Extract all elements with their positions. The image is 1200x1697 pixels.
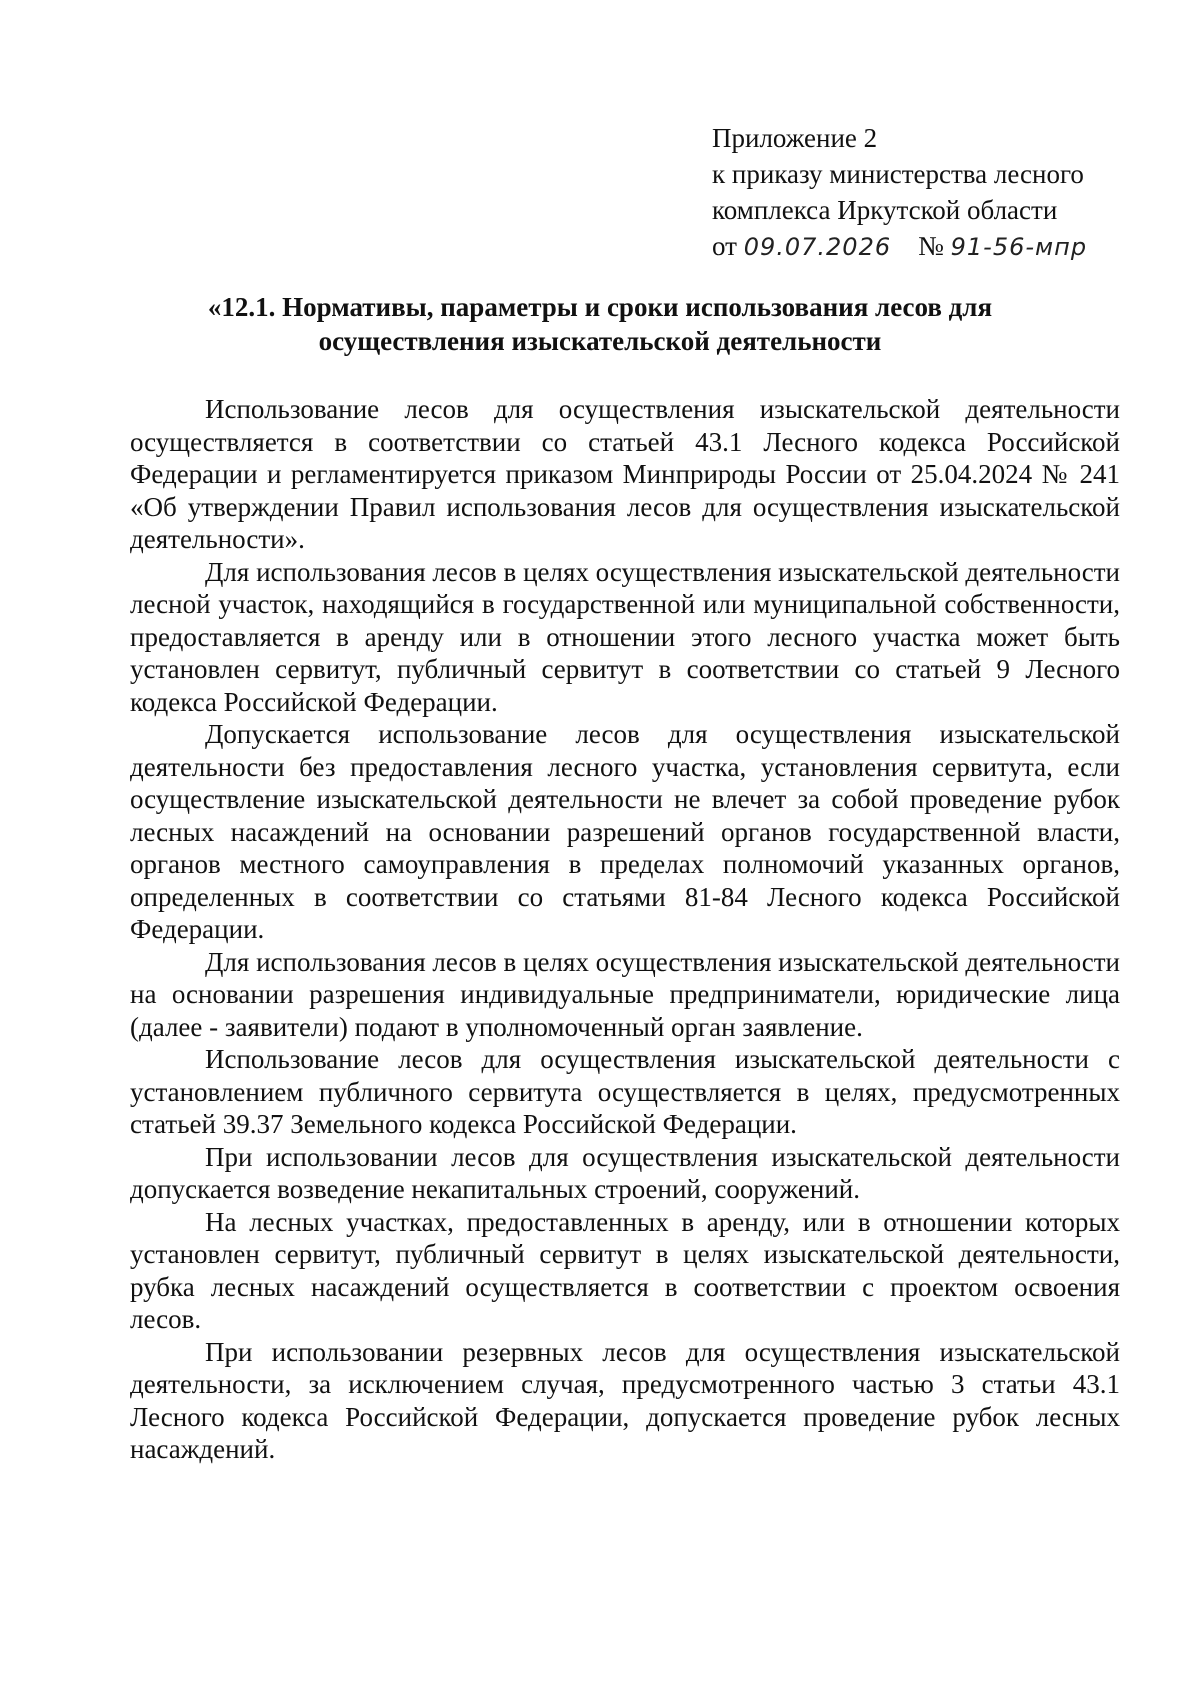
paragraph: Допускается использование лесов для осуществления изыскательской деятельности без предоставления лесного участка, установления сервитута, если осуществление изыскательской деятельности не влечет за собой проведение рубок лесных насаждений на основании разрешений органов государственной власти, органов местного самоуправления в пределах полномочий указанных органов, определенных в соответствии со статьями 81-84 Лесного кодекса Российской Федерации.: [130, 719, 1120, 944]
section-title-line-2: осуществления изыскательской деятельности: [318, 326, 882, 356]
paragraph: На лесных участках, предоставленных в аренду, или в отношении которых установлен сервитут, публичный сервитут в целях изыскательской деятельности, рубка лесных насаждений осуществляется в соответствии с проектом освоения лесов.: [130, 1206, 1120, 1334]
section-title-line-1: «12.1. Нормативы, параметры и сроки использования лесов для: [207, 292, 993, 322]
appendix-order-line: к приказу министерства лесного: [712, 159, 1084, 189]
paragraph: Для использования лесов в целях осуществления изыскательской деятельности на основании разрешения индивидуальные предприниматели, юридические лица (далее - заявители) подают в уполномоченный орган заявление.: [130, 946, 1120, 1042]
number-prefix: №: [918, 231, 944, 261]
document-body: [130, 393, 1120, 1466]
paragraph: При использовании резервных лесов для осуществления изыскательской деятельности, за исключением случая, предусмотренного частью 3 статьи 43.1 Лесного кодекса Российской Федерации, допускается проведение рубок лесных насаждений.: [130, 1336, 1120, 1464]
paragraph: При использовании лесов для осуществления изыскательской деятельности допускается возведение некапитальных строений, сооружений.: [130, 1141, 1120, 1204]
handwritten-date: 09.07.2026: [743, 233, 892, 261]
handwritten-number: 91-56-мпр: [950, 233, 1088, 261]
date-prefix: от: [712, 231, 737, 261]
appendix-title: Приложение 2: [712, 123, 878, 153]
appendix-ministry-line: комплекса Иркутской области: [712, 195, 1058, 225]
paragraph: Для использования лесов в целях осуществления изыскательской деятельности лесной участок, находящийся в государственной или муниципальной собственности, предоставляется в аренду или в отношении этого лесного участка может быть установлен сервитут, публичный сервитут в соответствии со статьей 9 Лесного кодекса Российской Федерации.: [130, 556, 1120, 717]
section-title: [130, 290, 1070, 358]
paragraph: Использование лесов для осуществления изыскательской деятельности осуществляется в соответствии со статьей 43.1 Лесного кодекса Российской Федерации и регламентируется приказом Минприроды России от 25.04.2024 № 241 «Об утверждении Правил использования лесов для осуществления изыскательской деятельности».: [130, 394, 1120, 554]
appendix-header: [712, 120, 1152, 265]
appendix-date-number-line: [712, 228, 1152, 265]
paragraph: Использование лесов для осуществления изыскательской деятельности с установлением публичного сервитута осуществляется в целях, предусмотренных статьей 39.37 Земельного кодекса Российской Федерации.: [130, 1044, 1120, 1139]
